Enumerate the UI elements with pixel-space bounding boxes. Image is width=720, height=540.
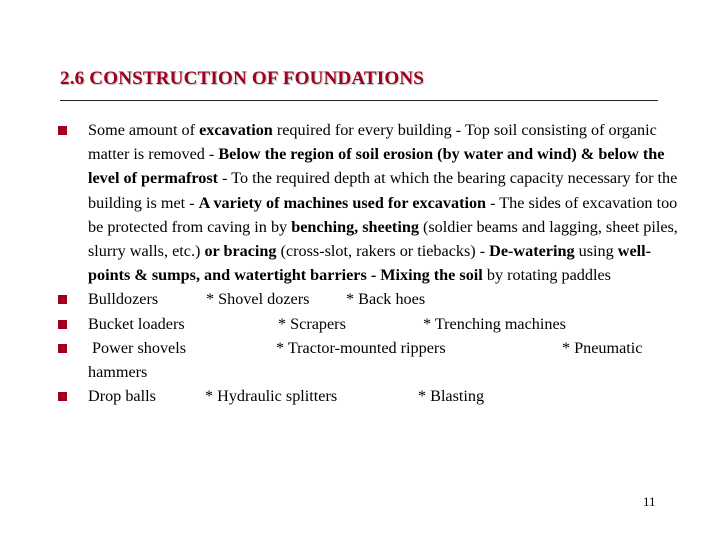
- bullet-item-drop-balls: [58, 384, 698, 408]
- bullet-text: [88, 384, 692, 408]
- bold-run: well-points & sumps, and watertight barriers - Mixing the soil: [88, 242, 652, 285]
- bullet-text: [88, 118, 692, 287]
- machine-label: Bulldozers: [88, 290, 159, 309]
- square-bullet-icon: [58, 320, 67, 329]
- text-run: Some amount of: [88, 121, 200, 139]
- machine-label: * Shovel dozers: [206, 290, 310, 309]
- machine-label: hammers: [88, 363, 148, 382]
- slide-title: 2.6 CONSTRUCTION OF FOUNDATIONS: [60, 68, 425, 89]
- bullet-text: [88, 336, 692, 360]
- title-underline: [60, 100, 658, 101]
- bold-run: benching, sheeting: [291, 217, 419, 236]
- page-number: 11: [643, 494, 656, 509]
- text-run: (soldier beams and lagging, sheet piles, slurry walls, etc.): [88, 217, 678, 261]
- text-run: - To the required depth at which the bearing capacity necessary for the building is met -: [88, 169, 678, 212]
- machine-label: * Tractor-mounted rippers: [276, 338, 446, 357]
- bullet-item-bucket-loaders: [58, 312, 698, 336]
- machine-label: * Scrapers: [278, 314, 346, 333]
- bullet-item-excavation: [58, 118, 698, 287]
- bullet-text: [88, 312, 692, 336]
- text-run: required for every building - Top soil consisting of organic matter is removed -: [88, 121, 657, 164]
- machine-label: * Trenching machines: [423, 314, 566, 333]
- bullet-list: [58, 118, 698, 408]
- square-bullet-icon: [58, 392, 67, 401]
- machine-label: * Hydraulic splitters: [205, 387, 338, 406]
- machine-label: Drop balls: [88, 387, 156, 406]
- machine-label: Bucket loaders: [88, 314, 185, 333]
- bullet-text: [88, 287, 692, 311]
- bullet-item-bulldozers: [58, 287, 698, 311]
- square-bullet-icon: [58, 295, 67, 304]
- bullet-item-power-shovels: [58, 336, 698, 384]
- text-run: (cross-slot, rakers or tiebacks) -: [276, 242, 490, 261]
- machine-label: * Blasting: [418, 387, 485, 406]
- bold-run: Below the region of soil erosion (by water and wind) & below the level of permafrost: [88, 145, 665, 188]
- machine-label: * Back hoes: [346, 290, 426, 309]
- bold-run: or bracing: [204, 242, 277, 261]
- bold-run: A variety of machines used for excavation: [198, 193, 487, 212]
- square-bullet-icon: [58, 126, 67, 135]
- bold-run: excavation: [199, 121, 273, 139]
- machine-label: * Pneumatic: [562, 338, 643, 357]
- square-bullet-icon: [58, 344, 67, 353]
- text-run: - The sides of excavation too be protected from caving in by: [88, 193, 678, 236]
- text-run: using: [574, 242, 618, 261]
- bold-run: De-watering: [489, 242, 575, 261]
- text-run: by rotating paddles: [482, 266, 611, 285]
- machine-label: Power shovels: [88, 338, 187, 357]
